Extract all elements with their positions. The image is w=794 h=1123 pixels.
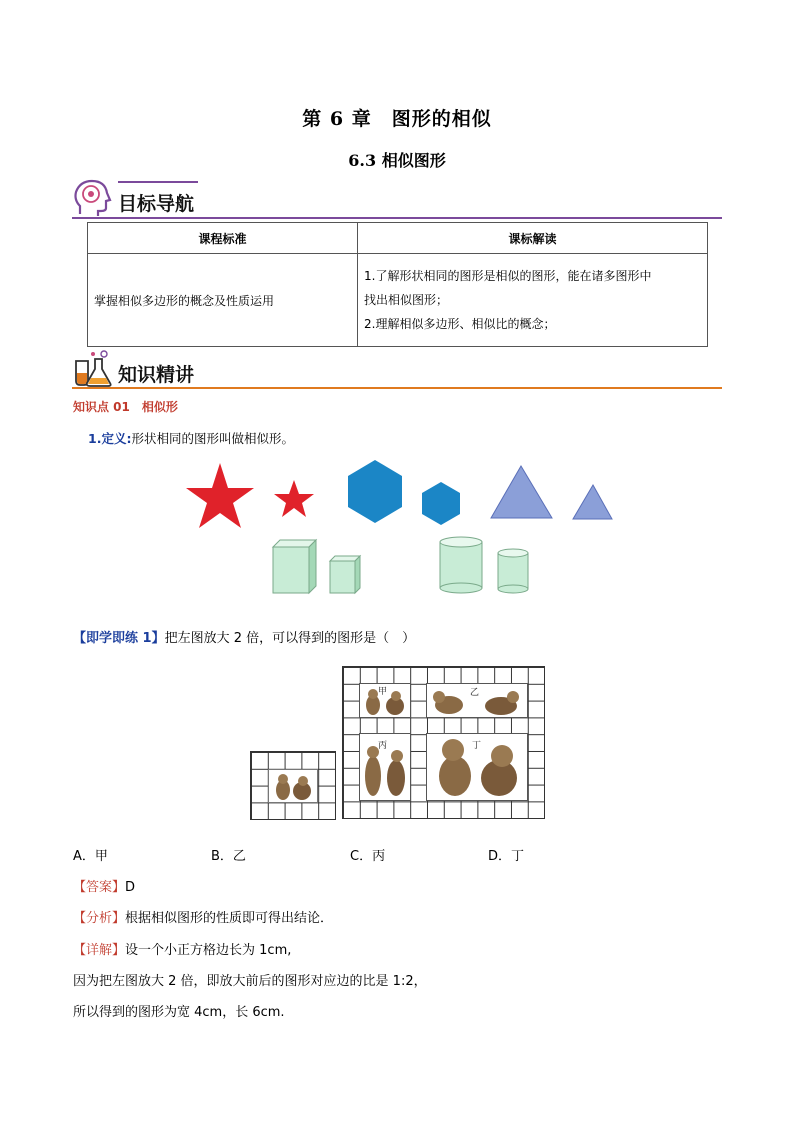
analysis — [73, 907, 333, 926]
grid-label-bing: 丙 — [378, 741, 388, 751]
detail-tag: 【详解】 — [73, 943, 126, 958]
table-header-cell: 课标解读 — [358, 223, 708, 254]
large-cuboid-shape — [273, 540, 316, 593]
small-triangle-shape — [573, 485, 612, 519]
detail-line-2: 因为把左图放大 2 倍，即放大前后的图形对应边的比是 1:2， — [73, 974, 427, 989]
answer-tag: 【答案】 — [73, 880, 126, 895]
small-hexagon-shape — [422, 482, 460, 525]
detail-line-3: 所以得到的图形为宽 4cm，长 6cm. — [73, 1005, 285, 1020]
definition-text: 形状相同的图形叫做相似形。 — [131, 431, 294, 446]
small-cuboid-shape — [330, 556, 360, 593]
detail-line-1 — [73, 939, 291, 958]
section-heading-knowledge: 知识精讲 — [118, 364, 195, 386]
analysis-text: 根据相似图形的性质即可得出结论． — [125, 911, 334, 926]
standards-table — [87, 222, 708, 347]
exercise-question — [73, 627, 415, 646]
large-triangle-shape — [491, 466, 552, 518]
option-b[interactable]: B．乙 — [211, 849, 246, 864]
exercise-text: 把左图放大 2 倍，可以得到的图形是（ ） — [164, 631, 416, 646]
interpretation-line: 2.理解相似多边形、相似比的概念； — [364, 317, 556, 331]
grid-label-jia: 甲 — [378, 687, 388, 697]
table-cell-standard: 掌握相似多边形的概念及性质运用 — [88, 254, 358, 347]
table-header-cell: 课程标准 — [88, 223, 358, 254]
brain-head-icon — [72, 178, 112, 218]
flask-icon — [70, 349, 114, 387]
table-cell-interpretation — [358, 254, 708, 347]
exercise-tag: 【即学即练 1】 — [73, 631, 165, 646]
option-d[interactable]: D．丁 — [488, 849, 525, 864]
large-star-shape — [186, 463, 254, 528]
definition-label: 1.定义: — [88, 431, 132, 446]
section-divider — [72, 217, 722, 219]
cat-icon — [269, 770, 317, 802]
section-heading-nav: 目标导航 — [118, 193, 195, 215]
large-cylinder-shape — [440, 537, 482, 593]
knowledge-point-label: 知识点 01 相似形 — [73, 400, 178, 414]
analysis-tag: 【分析】 — [73, 911, 126, 926]
option-c[interactable]: C．丙 — [350, 849, 386, 864]
similar-shapes-illustration — [186, 456, 616, 601]
grid-label-ding: 丁 — [472, 741, 482, 751]
answer — [73, 876, 135, 895]
large-hexagon-shape — [348, 460, 402, 523]
detail-text: 设一个小正方格边长为 1cm, — [125, 943, 292, 958]
section-divider — [72, 387, 722, 389]
interpretation-line: 1.了解形状相同的图形是相似的图形，能在诸多图形中 — [364, 269, 652, 283]
grid-label-yi: 乙 — [470, 688, 480, 698]
small-star-shape — [274, 480, 314, 517]
option-a[interactable]: A．甲 — [73, 849, 108, 864]
definition — [88, 429, 294, 447]
small-cylinder-shape — [498, 549, 528, 593]
chapter-title: 第 6 章 图形的相似 — [302, 108, 492, 130]
section-title: 6.3 相似图形 — [348, 151, 446, 170]
interpretation-line: 找出相似图形； — [364, 293, 449, 307]
original-cat-picture — [268, 769, 318, 803]
table-row — [88, 254, 708, 347]
answer-text: D — [125, 880, 136, 895]
table-header-row — [88, 223, 708, 254]
header-accent-line — [118, 181, 198, 183]
